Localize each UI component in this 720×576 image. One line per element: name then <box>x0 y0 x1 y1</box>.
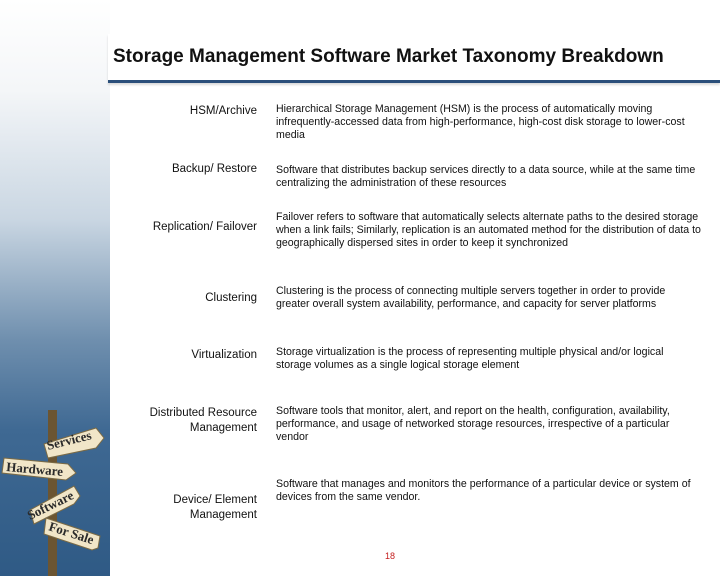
description-clustering: Clustering is the process of connecting multiple servers together in order to provide greater overall system availability, performance, and capacity for server platforms <box>276 285 666 310</box>
description-replication-failover: Failover refers to software that automatically selects alternate paths to the desired storage when a link fails; Similarly, replication is an automated method for the distribution of data to geographically dispersed sites in order to keep it synchronized <box>276 211 701 249</box>
description-virtualization: Storage virtualization is the process of representing multiple physical and/or logical storage volumes as a single logical storage element <box>276 346 664 371</box>
term-clustering: Clustering <box>205 292 257 304</box>
svg-text:Software: Software <box>24 487 76 523</box>
term-hsm-archive: HSM/Archive <box>189 105 257 117</box>
description-backup-restore: Software that distributes backup services directly to a data source, while at the same time centralizing the administration of these resources <box>276 164 696 189</box>
term-virtualization: Virtualization <box>191 349 257 361</box>
svg-text:Hardware: Hardware <box>5 459 64 479</box>
term-backup-restore: Backup/ Restore <box>171 163 257 175</box>
signpost-illustration <box>0 400 110 576</box>
svg-text:Services: Services <box>45 427 93 453</box>
description-device-element-management: Software that manages and monitors the performance of a particular device or system of devices from the same vendor. <box>276 478 691 503</box>
term-device-element-management: Device/ Element Management <box>173 494 257 521</box>
description-distributed-resource-management: Software tools that monitor, alert, and report on the health, configuration, availability, performance, and usage of networked storage resources, irrespective of a particular vendor <box>276 405 670 443</box>
page-number: 18 <box>385 551 396 561</box>
sign-hardware <box>2 458 76 480</box>
term-distributed-resource-management: Distributed Resource Management <box>149 407 257 434</box>
term-replication-failover: Replication/ Failover <box>152 221 257 233</box>
description-hsm-archive: Hierarchical Storage Management (HSM) is the process of automatically moving infrequently-accessed data from high-performance, high-cost disk storage to lower-cost media <box>276 103 685 141</box>
svg-text:For Sale: For Sale <box>47 518 96 548</box>
page-title: Storage Management Software Market Taxonomy Breakdown <box>113 46 664 67</box>
